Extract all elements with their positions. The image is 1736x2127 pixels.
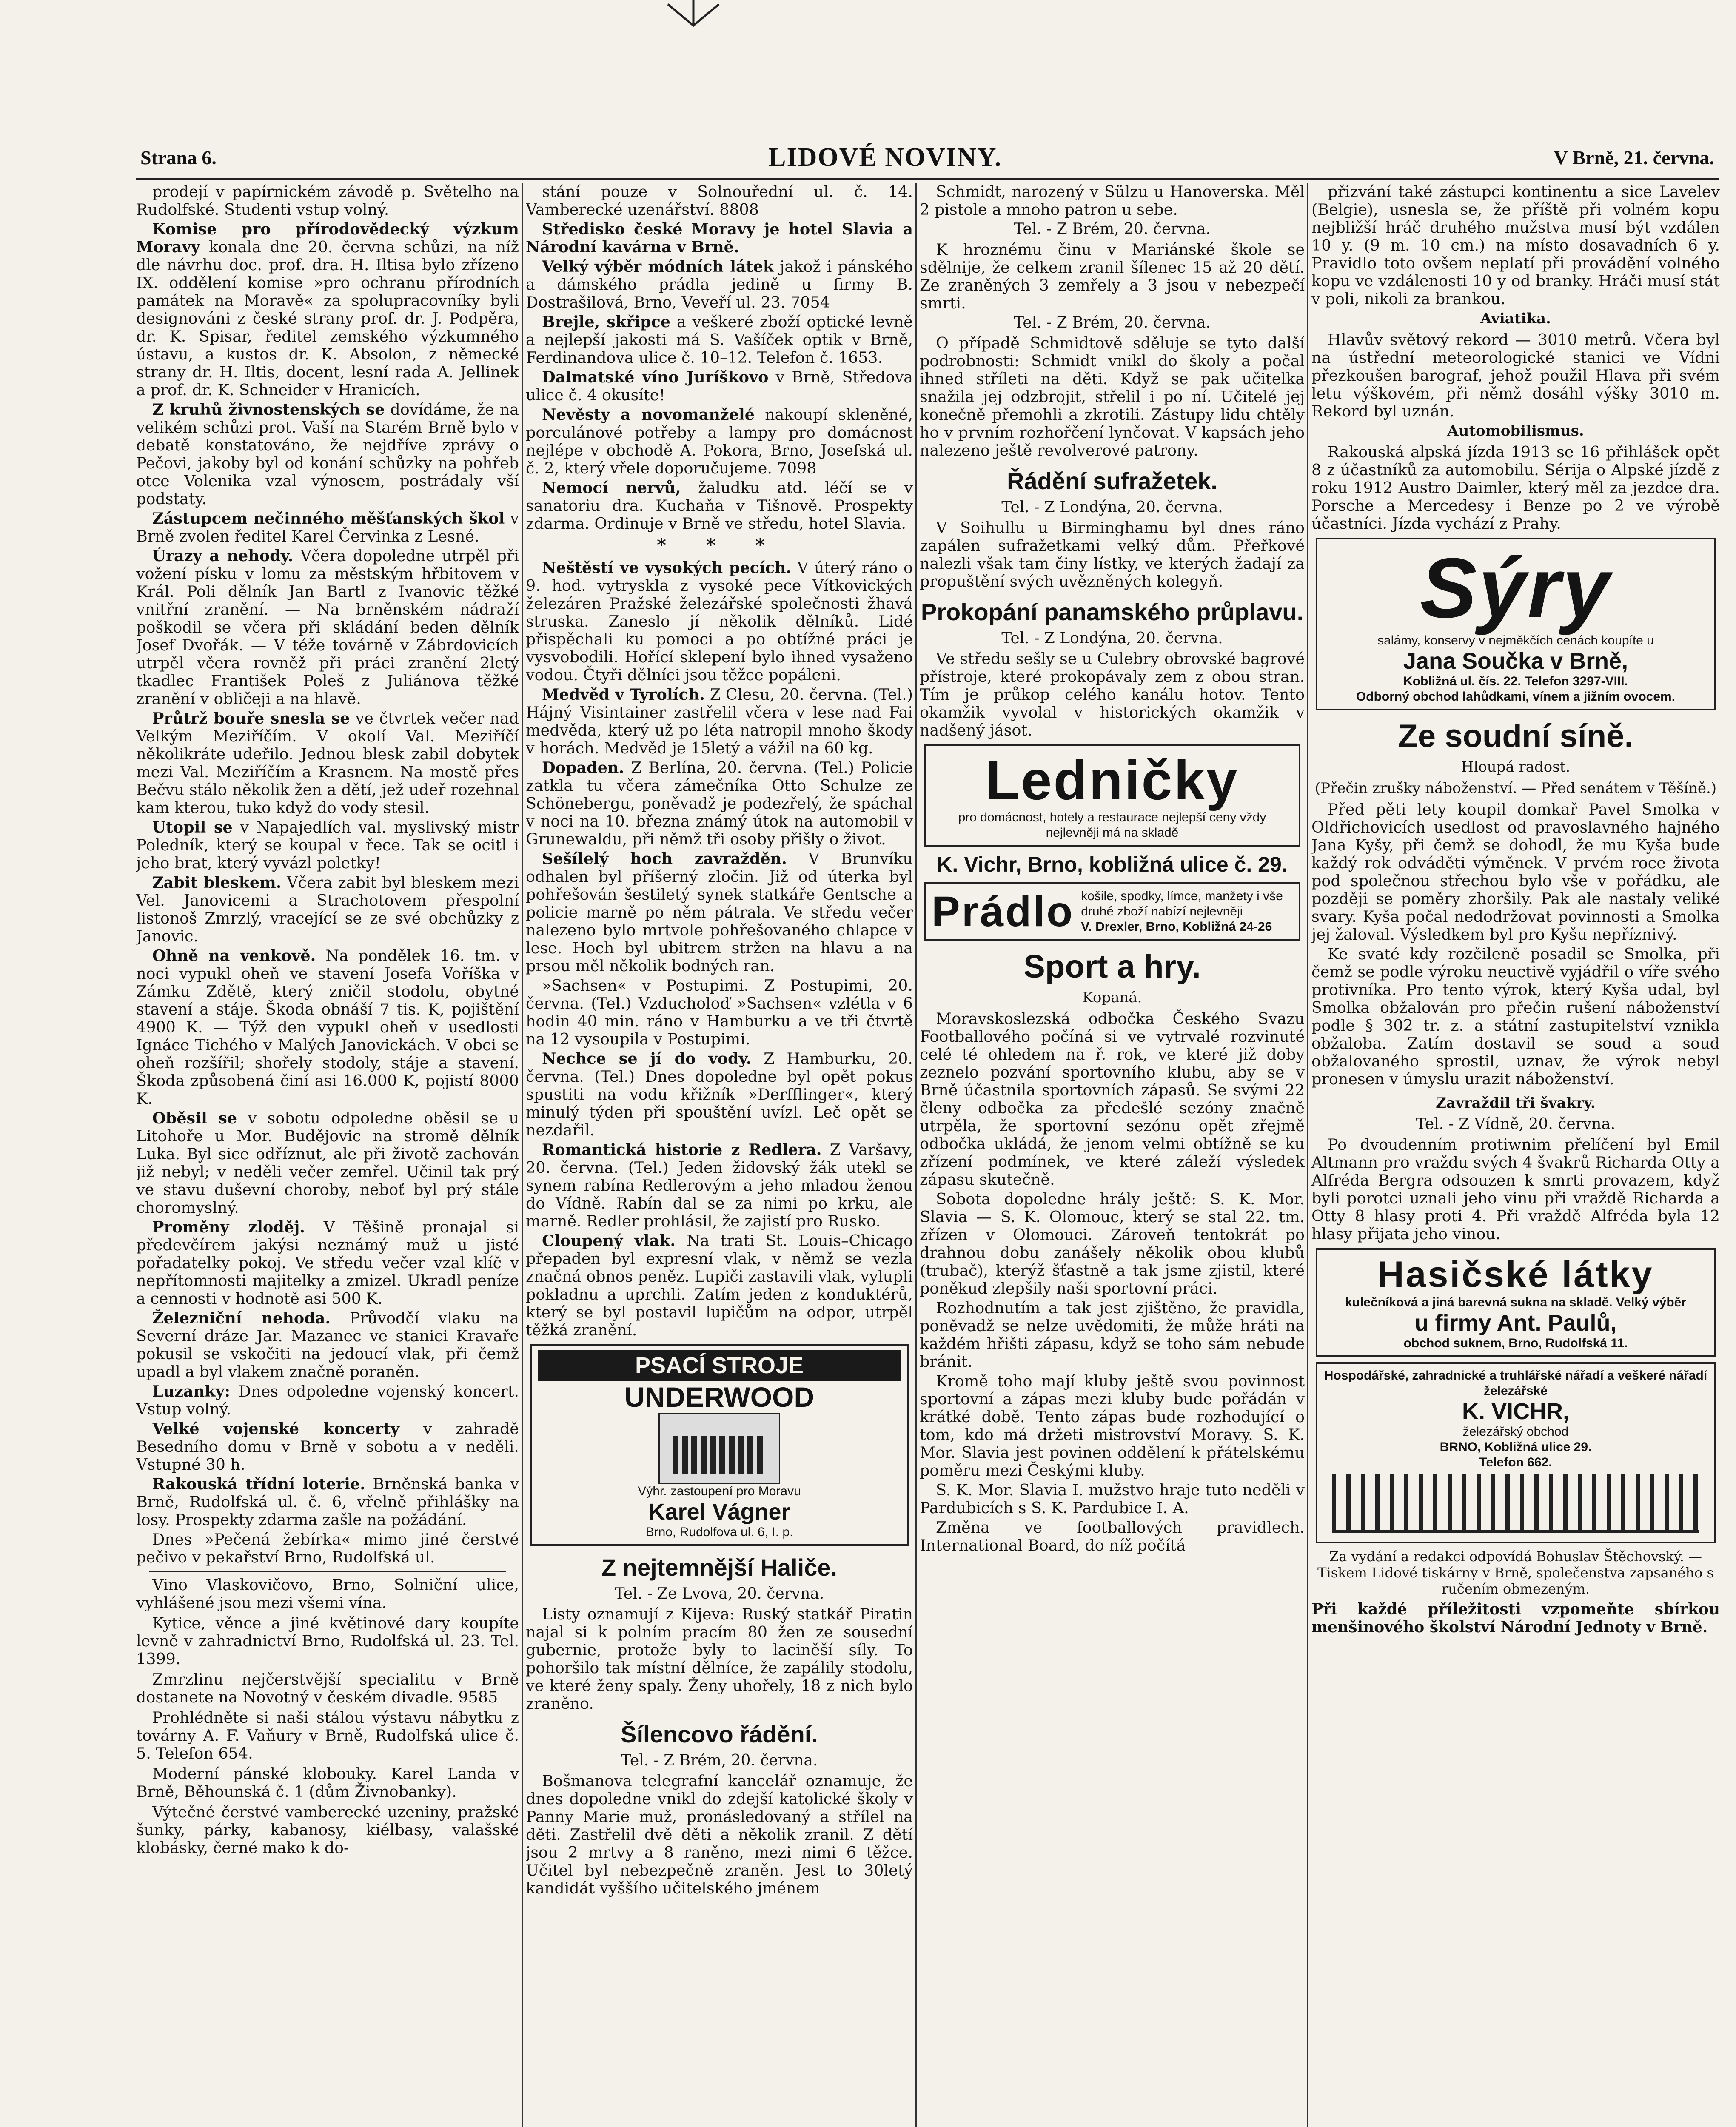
column-rule bbox=[522, 183, 523, 2127]
item-body: Z Berlína, 20. června. (Tel.) Policie zatkla tu včera zámečníka Otto Schulze ze Schönebergu, poněvadž je podezřelý, že spáchal v noci na 10. března známý útok na automobil v Grunewaldu, při němž tři osoby přišly o život. bbox=[526, 758, 913, 848]
item-title: Medvěd v Tyrolích. bbox=[542, 685, 705, 704]
column-1 bbox=[136, 183, 519, 2127]
ad-line: u firmy Ant. Paulů, bbox=[1414, 1310, 1617, 1336]
item-body: v Napajedlích val. myslivský mistr Poledník, který se koupal v řece. Tak se ocitl i jeho brat, který vyvázl poletky! bbox=[136, 818, 519, 872]
news-item bbox=[136, 1309, 519, 1381]
item-title: Neštěstí ve vysokých pecích. bbox=[542, 559, 792, 577]
ad-line: BRNO, Kobližná ulice 29. bbox=[1440, 1440, 1592, 1454]
section-subheading: Aviatika. bbox=[1480, 310, 1551, 327]
column-rule bbox=[915, 183, 917, 2127]
classified-ad: Vino Vlaskovičovo, Brno, Solniční ulice, vyhlášené jsou mezi všemi vína. bbox=[136, 1576, 519, 1612]
ad-headline: Hasičské látky bbox=[1377, 1254, 1654, 1295]
item-body: Dnes odpoledne vojenský koncert. Vstup volný. bbox=[136, 1382, 519, 1418]
item-title: Cloupený vlak. bbox=[542, 1232, 676, 1250]
dateline: Tel. - Z Brém, 20. června. bbox=[1014, 314, 1211, 331]
item-title: Velký výběr módních látek bbox=[542, 257, 774, 276]
ad-line: Brno, Rudolfova ul. 6, I. p. bbox=[645, 1525, 793, 1539]
classified-ad bbox=[526, 313, 913, 367]
item-body: Z Hamburku, 20. června. (Tel.) Dnes dopoledne byl opět pokus spustiti na vodu křižník »Derfflinger«, který minulý týden při spouštění uvízl. Leč opět se nezdařil. bbox=[526, 1049, 913, 1139]
ad-line: obchod suknem, Brno, Rudolfská 11. bbox=[1403, 1336, 1628, 1350]
item-body: a veškeré zboží optické levně a nejlepší jakosti má S. Vašíček optik v Brně, Ferdinandova ulice č. 10–12. Telefon č. 1653. bbox=[526, 313, 913, 367]
item-title: Zástupcem nečinného měšťanských škol bbox=[152, 509, 505, 527]
item-title: Nemocí nervů, bbox=[542, 479, 681, 497]
ad-line: Jana Součka v Brně, bbox=[1403, 648, 1628, 674]
news-item: Listy oznamují z Kijeva: Ruský statkář Piratin najal si k polním pracím 80 žen ze sousední gubernie, protože byly to laciněší síly. To pohoršilo tak místní dělníce, že zapálily stodolu, ve které ženy spaly. Ženy uhořely, 18 z nich bylo zraněno. bbox=[526, 1605, 913, 1713]
item-title: Utopil se bbox=[152, 818, 233, 836]
section-heading: Řádění sufražetek. bbox=[1007, 468, 1217, 494]
news-item: Hlavův světový rekord — 3010 metrů. Včera byl na ústřední meteorologické stanici ve Vídni přezkoušen barograf, jehož použil Hlava při svém letu výškovém, při němž dosáhl výšky 3010 m. Rekord byl uznán. bbox=[1311, 331, 1720, 420]
item-body: dovídáme, že na velikém schůzi prot. Vaší na Starém Brně bylo v debatě konstatováno, že nejdříve zprávy o Pečovi, jakoby byl od konání schůzky na pohřeb otce Volenika vzal výnosem, postrádaly vší podstaty. bbox=[136, 400, 519, 508]
section-subheading: Hloupá radost. bbox=[1461, 758, 1571, 776]
news-item: Moravskoslezská odbočka Českého Svazu Footballového počíná si ve vytrvalé rozvinuté celé té ohledem na ř. rok, ve které již doby zeznelo pozvání sportovního klubu, aby se v Brně účastnila sportovních zápasů. Se svými 22 členy odbočka za předešlé sezóny značně utrpěla, že sportovní sezónu opět zřejmě odbočka ukládá, že jenom velmi obtížně se ku zřízení podmínek, ve které záleží výsledek zápasu skutečně. bbox=[920, 1009, 1305, 1189]
news-item: prodejí v papírnickém závodě p. Světelho na Rudolfské. Studenti vstup volný. bbox=[136, 183, 519, 219]
ad-hasicske-latky bbox=[1316, 1248, 1716, 1357]
news-item bbox=[136, 1109, 519, 1217]
item-title: Železniční nehoda. bbox=[152, 1309, 331, 1327]
news-item bbox=[136, 1218, 519, 1308]
news-item bbox=[136, 510, 519, 545]
news-item bbox=[526, 559, 913, 684]
classified-ad: Zmrzlinu nejčerstvější specialitu v Brně dostanete na Novotný v českém divadle. 9585 bbox=[136, 1670, 519, 1706]
classified-ad: Prohlédněte si naši stálou výstavu nábytku z továrny A. F. Vaňury v Brně, Rudolfská ulice č. 5. Telefon 654. bbox=[136, 1708, 519, 1762]
news-item bbox=[136, 1383, 519, 1418]
ad-underwood bbox=[530, 1344, 909, 1546]
item-body: Včera zabit byl bleskem mezi Vel. Janovicemi a Strachotovem přespolní listonoš Zmrzlý, vracející se ze své obchůzky z Janovic. bbox=[136, 873, 519, 945]
news-item: »Sachsen« v Postupimi. Z Postupimi, 20. června. (Tel.) Vzducholoď »Sachsen« vzlétla v 6 hodin 40 min. ráno v Hamburku a ve tři čtvrtě na 12 vysoupila v Postupimi. bbox=[526, 976, 913, 1048]
news-item: Kromě toho mají kluby ještě svou povinnost sportovní a zápas mezi kluby bude pořádán v krátké době. Tento zápas bude rozhodující o tom, kdo má držeti mistrovství Moravy. S. K. Mor. Slavia jest povinen oddělení k přátelskému poměru mezi Českými kluby. bbox=[920, 1372, 1305, 1480]
item-title: Z kruhů živnostenských se bbox=[152, 400, 385, 419]
item-body: Včera dopoledne utrpěl při vožení písku v lomu za městským hřbitovem v Král. Poli dělník Jan Bartl z Ivanovic těžké vnitřní zranění. — Na brněnském nádraží poškodil se včera při skládání beden dělník Josef Dvořák. — V téže továrně v Zábrdovicích utrpěl včera rovněž při práci zranění 2letý tkadlec František Poleš z Juliánova těžké zranění v obličeji a na hlavě. bbox=[136, 547, 519, 708]
news-item: přizvání také zástupci kontinentu a sice Lavelev (Belgie), usnesla se, že příště při volném kopu nejbližší hráč druhého mužstva musí být vzdálen 10 y. (9 m. 10 cm.) na místo dosavadních 6 y. Pravidlo toto ovšem neplatí při provádění volného kopu ve vzdálenosti 10 y od branky. Hráči musí stát v poli, nikoli za brankou. bbox=[1311, 183, 1720, 308]
news-item: Rakouská alpská jízda 1913 se 16 přihlášek opět 8 z účastníků za automobilu. Sérija o Alpské jízdě z roku 1912 Austro Daimler, který měl za jezdce dra. Porsche a Mercedesy i Benze po 2 ve výrobě účastníci. Jízda vychází z Prahy. bbox=[1311, 443, 1720, 533]
classified-ad bbox=[526, 220, 913, 256]
item-body: žaludku atd. léčí se v sanatoriu dra. Kuchaňa v Tišnově. Prospekty zdarma. Ordinuje v Brně ve středu, hotel Slavia. bbox=[526, 479, 913, 533]
news-item: Ve středu sešly se u Culebry obrovské bagrové přístroje, které prokopávaly zem z obou stran. Tím je průkop celého kanálu hotov. Tento okamžik vyvolal v historických okamžik v nadšený jásot. bbox=[920, 650, 1305, 739]
ad-line: Hospodářské, zahradnické a truhlářské nářadí a veškeré nářadí železářské bbox=[1324, 1369, 1707, 1398]
item-body: V Těšině pronajal si předevčírem jakýsi neznámý muž u jisté pořadatelky pokoj. Ve středu večer vzal klíč v nepřítomnosti majitelky a zmizel. Ukradl peníze a cennosti v hodnotě asi 500 K. bbox=[136, 1218, 519, 1308]
ad-line: kulečníková a jiná barevná sukna na skladě. Velký výběr bbox=[1345, 1295, 1687, 1309]
news-item bbox=[136, 547, 519, 708]
news-item: Změna ve footballových pravidlech. International Board, do níž počítá bbox=[920, 1518, 1305, 1554]
imprint: Za vydání a redakci odpovídá Bohuslav Štěchovský. — Tiskem Lidové tiskárny v Brně, společenstva zapsaného s ručením obmezeným. bbox=[1317, 1548, 1714, 1597]
page-number: Strana 6. bbox=[140, 146, 217, 168]
news-item bbox=[136, 874, 519, 945]
item-title: Úrazy a nehody. bbox=[152, 547, 294, 565]
ad-line: K. Vichr, Brno, kobližná ulice č. 29. bbox=[937, 853, 1288, 876]
item-title: Proměny zloděj. bbox=[152, 1218, 305, 1236]
ad-brand: UNDERWOOD bbox=[624, 1381, 815, 1413]
news-item bbox=[136, 401, 519, 508]
dateline: Tel. - Z Brém, 20. června. bbox=[621, 1752, 818, 1769]
item-title: Luzanky: bbox=[152, 1382, 231, 1400]
item-body: Na pondělek 16. tm. v noci vypukl oheň ve stavení Josefa Voříška v Zámku Zdětě, který zničil stodolu, obytné stavení a stáje. Škoda obnáší 7 tis. K, pojištění 4900 K. — Týž den vypukl oheň v usedlosti Ignáce Tichého v Malých Janovickách. V obci se oheň rozšířil; shořely stodoly, stáje a stavení. Škoda způsobená činí asi 16.000 K, pojistí 8000 K. bbox=[136, 947, 519, 1108]
section-subheading: Automobilismus. bbox=[1447, 422, 1584, 439]
section-heading: Prokopání panamského průplavu. bbox=[921, 599, 1304, 625]
item-body: v Brně, Středova ulice č. 4 okusíte! bbox=[526, 368, 913, 404]
item-title: Brejle, skřipce bbox=[542, 313, 671, 331]
ad-vichr-tools bbox=[1316, 1362, 1716, 1543]
news-item: Bošmanova telegrafní kancelář oznamuje, že dnes dopoledne vnikl do zdejší katolické školy v Panny Marie muž, pronásledovaný a střílel na děti. Zastřelil dvě děti a několik zranil. Z dětí jsou 2 mrtvy a 8 raněno, mezi nimi 6 těžce. Učitel byl nebezpečně zraněn. Jest to 30letý kandidát vyššího učitelského jménem bbox=[526, 1772, 913, 1897]
item-title: Rakouská třídní loterie. bbox=[152, 1475, 365, 1493]
ad-line: K. VICHR, bbox=[1462, 1399, 1570, 1424]
masthead-title: LIDOVÉ NOVINY. bbox=[768, 143, 1002, 172]
ad-line: pro domácnost, hotely a restaurace nejlepší ceny vždy nejlevněji má na skladě bbox=[958, 810, 1266, 840]
item-body: v Brně zvolen ředitel Karel Červinka z Lesné. bbox=[136, 509, 519, 545]
classified-ad bbox=[526, 479, 913, 533]
section-heading: Z nejtemnější Haliče. bbox=[601, 1554, 837, 1581]
classified-ad bbox=[526, 406, 913, 477]
dateline: Tel. - Z Brém, 20. června. bbox=[1014, 220, 1211, 238]
column-rule bbox=[1307, 183, 1308, 2127]
item-body: Z Varšavy, 20. června. (Tel.) Jeden židovský žák utekl se synem rabína Redlerovým a jeho mladou ženou do Vídně. Rabín dal se za nimi po krku, ale marně. Redler prohlásil, že zajistí pro Rusko. bbox=[526, 1140, 913, 1230]
ad-line: košile, spodky, límce, manžety i vše druhé zboží nabízí nejlevněji bbox=[1081, 889, 1283, 918]
item-body: jakož i pánského a dámského prádla jedině u firmy B. Dostrašilová, Brno, Veveří ul. 23. 7054 bbox=[526, 257, 913, 311]
item-body: ve čtvrtek večer nad Velkým Meziříčím. V okolí Val. Meziříčí několikráte udeřilo. Jednou blesk zabil dobytek mezi Val. Meziříčím a Krasnem. Na mostě přes Bečvu stálo několik žen a dětí, jež udeř rozehnal kam kterou, tuko když do vody stesil. bbox=[136, 709, 519, 817]
news-item bbox=[526, 850, 913, 975]
item-title: Sešílelý hoch zavražděn. bbox=[542, 850, 787, 868]
ad-line: Karel Vágner bbox=[648, 1499, 790, 1525]
news-item: V Soihullu u Birminghamu byl dnes ráno zapálen sufražetkami velký dům. Přeřkové nalezli však tam činy lístky, ve kterých žadají za propuštění svých uvězněných kolegyň. bbox=[920, 519, 1305, 590]
scan-mark bbox=[659, 0, 727, 47]
ad-lednicky bbox=[924, 744, 1300, 847]
classified-ad: Výtečné čerstvé vamberecké uzeniny, pražské šunky, párky, kabanosy, kiélbasy, valašské klobásky, černé mako k do- bbox=[136, 1803, 519, 1857]
item-title: Nevěsty a novomanželé bbox=[542, 405, 755, 424]
item-title: Nechce se jí do vody. bbox=[542, 1049, 752, 1068]
section-subheading: Kopaná. bbox=[1082, 989, 1142, 1006]
ad-headline: Prádlo bbox=[932, 888, 1075, 935]
dateline: Tel. - Ze Lvova, 20. června. bbox=[614, 1585, 824, 1602]
item-title: Středisko české Moravy je hotel Slavia a Národní kavárna v Brně. bbox=[526, 220, 913, 256]
news-item bbox=[526, 686, 913, 757]
item-title: Průtrž bouře snesla se bbox=[152, 709, 350, 727]
ad-line: Kobližná ul. čís. 22. Telefon 3297-VIII. bbox=[1403, 674, 1628, 688]
ad-headline: Ledničky bbox=[985, 749, 1239, 811]
news-item bbox=[136, 1420, 519, 1474]
dateline: Tel. - Z Londýna, 20. června. bbox=[1001, 630, 1223, 647]
item-title: Velké vojenské koncerty bbox=[152, 1420, 399, 1438]
section-stars: * * * bbox=[657, 535, 782, 556]
column-4 bbox=[1311, 183, 1720, 2127]
ad-headline: Sýry bbox=[1420, 541, 1611, 636]
page-date: V Brně, 21. června. bbox=[1554, 146, 1714, 168]
item-title: Dalmatské víno Juríškovo bbox=[542, 368, 769, 386]
news-item: Před pěti lety koupil domkař Pavel Smolka v Oldřichovicích usedlost od pravoslavného hajného Jana Kyšy, při čemž se dohodl, že mu Kyša bude každý rok odváděti výměnek. V prvém roce života pod společnou střechou bylo vše v pořádku, ale později se poměry zhoršily. Pak ale nastaly veliké svary. Kyša počal nedodržovat povinnosti a Smolka jej žaloval. Výsledkem byl pro Kyšu nepříznivý. bbox=[1311, 800, 1720, 944]
classified-ad bbox=[526, 368, 913, 404]
news-item bbox=[136, 220, 519, 399]
column-2 bbox=[526, 183, 913, 2127]
section-heading: Sport a hry. bbox=[1023, 949, 1201, 985]
classified-ad: stání pouze v Solnouřední ul. č. 14. Vamberecké uzenářství. 8808 bbox=[526, 183, 913, 219]
divider bbox=[149, 1571, 506, 1572]
ad-line: Telefon 662. bbox=[1479, 1455, 1552, 1469]
news-item bbox=[526, 1232, 913, 1339]
item-body: nakoupí skleněné, porculánové potřeby a lampy pro domácnost nejlépe v obchodě A. Pokora, Brno, Josefská ul. č. 2, který vřele doporučujeme. 7098 bbox=[526, 405, 913, 477]
dateline: Tel. - Z Vídně, 20. června. bbox=[1416, 1115, 1616, 1133]
section-heading: Šílencovo řádění. bbox=[621, 1721, 818, 1748]
classified-ad: Moderní pánské klobouky. Karel Landa v Brně, Běhounská č. 1 (dům Živnobanky). bbox=[136, 1765, 519, 1801]
tools-illustration bbox=[1332, 1474, 1699, 1533]
typewriter-illustration bbox=[658, 1413, 780, 1484]
ad-headline: PSACÍ STROJE bbox=[538, 1350, 901, 1381]
news-item bbox=[526, 759, 913, 848]
item-body: Brněnská banka v Brně, Rudolfská ul. č. 6, vřelně přihlášky na losy. Prospekty zdarma zašle na požádání. bbox=[136, 1475, 519, 1529]
item-title: Dopaden. bbox=[542, 758, 624, 777]
news-item: Ke svaté kdy rozčileně posadil se Smolka, při čemž se podle výroku neuctivě vyjádřil o víře svého protivníka. Pro tento výrok, který Kyša udal, byl Smolka obžalován pro přečin rušení náboženství podle § 302 tr. z. a státní zastupitelství vznikla obžaloba. Zatím dostavil se soud a soud obžalovaného sprostil, uznav, že výrok nebyl pronesen v úmyslu urazit náboženství. bbox=[1311, 945, 1720, 1088]
ad-line: V. Drexler, Brno, Kobližná 24-26 bbox=[1081, 920, 1272, 934]
ad-syry bbox=[1316, 538, 1716, 710]
news-item: K hroznému činu v Mariánské škole se sdělnije, že celkem zranil šílenec 15 až 20 dětí. Ze zraněných 3 zemřely a 3 jsou v nebezpečí smrti. bbox=[920, 240, 1305, 312]
news-item: Po dvoudenním protiwnim přelíčení byl Emil Altmann pro vraždu svých 4 švakrů Richarda Otty a Alfréda Bergra odsouzen k smrti provazem, když byli porotci uznali jeho vinu při vraždě Richarda a Otty 8 hlasy proti 4. Při vraždě Alfréda byla 12 hlasy přijata jeho vinou. bbox=[1311, 1135, 1720, 1243]
item-body: konala dne 20. června schůzi, na níž dle návrhu doc. prof. dra. H. Iltisa bylo zřízeno IX. oddělení komise »pro ochranu přírodních památek na Moravě« za spolupracovníky byli designováni z české strany prof. dr. J. Podpěra, dr. K. Spisar, ředitel zemského výzkumného ústavu, a kustos dr. K. Absolon, z německé strany dr. H. Iltis, docent, lesní rada A. Jellinek a prof. dr. K. Schneider v Hranicích. bbox=[136, 238, 519, 399]
item-body: V Brunvíku odhalen byl příšerný zločin. Již od úterka byl pohřešován šestiletý synek statkáře Gentsche a policie marně po něm pátrala. Ve středu večer nalezeno bylo mrtvole pohřešovaného chlapce v lese. Hoch byl ubitrem stržen na hlavu a na prsou měl několik bodných ran. bbox=[526, 850, 913, 975]
item-title: Oběsil se bbox=[152, 1109, 237, 1127]
dateline: Tel. - Z Londýna, 20. června. bbox=[1001, 499, 1223, 516]
item-title: Ohně na venkově. bbox=[152, 947, 316, 965]
item-title: Komise pro přírodovědecký výzkum Moravy bbox=[136, 220, 519, 256]
item-title: Romantická historie z Redlera. bbox=[542, 1140, 822, 1159]
ad-pradlo bbox=[924, 882, 1300, 941]
news-item bbox=[136, 947, 519, 1108]
news-item: Rozhodnutím a tak jest zjištěno, že pravidla, poněvadž se nelze uvědomiti, že může hráti na každém hřišti zápasu, když se toho sám nebude bránit. bbox=[920, 1299, 1305, 1371]
item-body: v zahradě Besedního domu v Brně v sobotu a v neděli. Vstupné 30 h. bbox=[136, 1420, 519, 1474]
item-body: Na trati St. Louis–Chicago přepaden byl expresní vlak, v němž se vezla značná obnos peněz. Lupiči zastavili vlak, vylupli pokladnu a uprchli. Zatím jeden z konduktérů, který se byl postavil lupičům na odpor, utrpěl těžká zranění. bbox=[526, 1232, 913, 1339]
ad-line: salámy, konservy v nejměkčích cenách koupíte u bbox=[1377, 633, 1654, 647]
news-item: Schmidt, narozený v Sülzu u Hanoverska. Měl 2 pistole a mnoho patron u sebe. bbox=[920, 183, 1305, 219]
item-body: Z Clesu, 20. června. (Tel.) Hájný Visintainer zastřelil včera v lese nad Fai medvěda, který už po léta natropil mnoho škody v horách. Medvěd je 15letý a vážil na 60 kg. bbox=[526, 685, 913, 757]
news-item bbox=[136, 710, 519, 817]
news-item bbox=[136, 818, 519, 872]
section-heading: Ze soudní síně. bbox=[1398, 718, 1633, 754]
classified-ad: Kytice, věnce a jiné květinové dary koupíte levně v zahradnictví Brno, Rudolfská ul. 23. Tel. 1399. bbox=[136, 1614, 519, 1668]
ad-line: Výhr. zastoupení pro Moravu bbox=[638, 1484, 801, 1498]
item-body: V úterý ráno o 9. hod. vytryskla z vysoké pece Vítkovických železáren Pražské železářské společnosti žhavá struska. Zaneslo jí několik dělníků. Lidé přispěchali ku pomoci a po obtížné práci je vysvobodili. Hořící sklepení bylo ihned vysaženo vodou. Čtyři dělníci jsou těžce popáleni. bbox=[526, 559, 913, 684]
news-item: Dnes »Pečená žebírka« mimo jiné čerstvé pečivo v pekařství Brno, Rudolfská ul. bbox=[136, 1530, 519, 1566]
ad-line: Odborný obchod lahůdkami, vínem a jižním ovocem. bbox=[1356, 690, 1676, 704]
news-item: O případě Schmidtově sděluje se tyto další podrobnosti: Schmidt vnikl do školy a počal ihned stříleti na děti. Když se pak učitelka snažila jej odzbrojit, střelil i po ní. Učitelé jej konečně přemohli a zkrotili. Zástupy lidu chtěly ho v prvním rozhořčení lynčovat. V kapsách jeho nalezeno ještě revolverové patrony. bbox=[920, 334, 1305, 459]
footer-note: Při každé příležitosti vzpomeňte sbírkou menšinového školství Národní Jednoty v Brně. bbox=[1311, 1600, 1720, 1636]
item-title: Zabit bleskem. bbox=[152, 873, 282, 892]
news-item bbox=[526, 1050, 913, 1139]
news-item bbox=[526, 1141, 913, 1230]
ad-line: železářský obchod bbox=[1462, 1425, 1569, 1439]
news-item bbox=[136, 1475, 519, 1529]
section-subheading: Zavraždil tři švakry. bbox=[1436, 1095, 1596, 1112]
item-body: v sobotu odpoledne oběsil se u Litohoře u Mor. Budějovic na stromě dělník Luka. Byl sice odříznut, ale při životě zachován již nebyl; v neděli večer zemřel. Učinil tak prý ve stavu duševní choroby, neboť byl prý stále choromyslný. bbox=[136, 1109, 519, 1217]
classified-ad bbox=[526, 258, 913, 311]
news-item: S. K. Mor. Slavia I. mužstvo hraje tuto neděli v Pardubicích s S. K. Pardubice I. A. bbox=[920, 1481, 1305, 1517]
section-subheading: (Přečin zrušky náboženství. — Před senátem v Těšíně.) bbox=[1314, 780, 1717, 797]
header-rule bbox=[136, 178, 1719, 180]
item-body: Průvodčí vlaku na Severní dráze Jar. Mazanec ve stanici Kravaře pokusil se vskočiti na jedoucí vlak, při čemž upadl a byl vlakem značně poraněn. bbox=[136, 1309, 519, 1381]
column-3 bbox=[920, 183, 1305, 2127]
page-header bbox=[140, 140, 1714, 174]
news-item: Sobota dopoledne hrály ještě: S. K. Mor. Slavia — S. K. Olomouc, který se stal 22. tm. zřízen v Olomouci. Zároveň tentokrát po drahnou dobu zanášely několik obou klubů (trubač), kterýž šťastně a tak jsme zjistil, které poněkud zlepšily naši sportovní práci. bbox=[920, 1190, 1305, 1297]
